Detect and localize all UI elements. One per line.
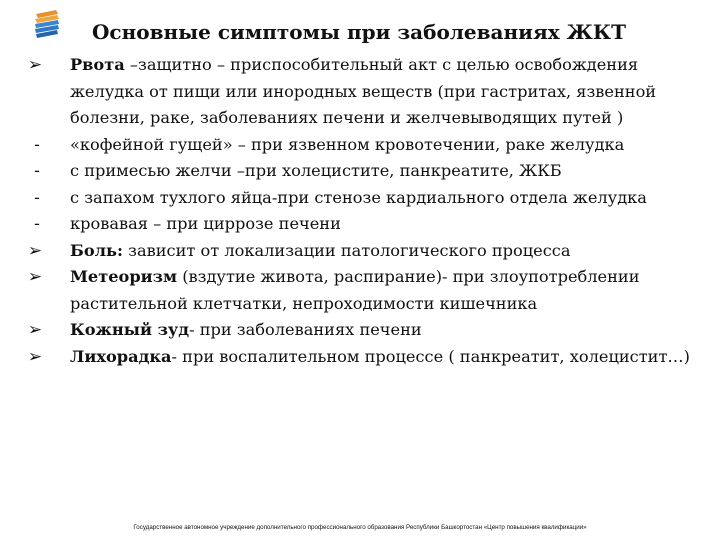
item-term: Рвота: [70, 55, 125, 74]
arrow-bullet-icon: ➢: [27, 320, 43, 340]
dash-bullet-icon: -: [34, 134, 40, 154]
item-text: «кофейной гущей» – при язвенном кровотечении, раке желудка: [70, 134, 625, 154]
item-text: –защитно – приспособительный акт с целью освобождения желудка от пищи или инородных веществ (при гастритах, язвенной болезни, раке, заболеваниях печени и желчевыводящих путей ): [70, 55, 657, 127]
arrow-bullet-icon: ➢: [27, 267, 43, 287]
list-item: [20, 132, 710, 159]
page-title: Основные симптомы при заболеваниях ЖКТ: [92, 20, 626, 44]
dash-bullet-icon: -: [34, 187, 40, 207]
list-item: [20, 158, 710, 185]
footer-text: Государственное автономное учреждение дополнительного профессионального образования Республики Башкортостан «Центр повышения квалификации»: [133, 524, 587, 531]
arrow-bullet-icon: ➢: [27, 240, 43, 261]
list-item: [20, 185, 710, 212]
list-item: [20, 344, 710, 371]
logo-icon: [32, 8, 62, 40]
item-term: Лихорадка: [70, 346, 172, 366]
list-item: [20, 52, 710, 132]
arrow-bullet-icon: ➢: [27, 55, 43, 75]
list-item: [20, 317, 710, 344]
dash-bullet-icon: -: [34, 161, 40, 180]
arrow-bullet-icon: ➢: [27, 346, 43, 367]
item-term: Метеоризм: [70, 267, 178, 286]
list-item: [20, 238, 710, 265]
item-text: с запахом тухлого яйца-при стенозе кардиального отдела желудка: [70, 187, 647, 207]
symptom-list: [20, 52, 710, 370]
item-text: зависит от локализации патологического процесса: [123, 240, 571, 260]
item-text: с примесью желчи –при холецистите, панкреатите, ЖКБ: [70, 161, 562, 180]
item-text: (вздутие живота, распирание)- при злоупотреблении растительной клетчатки, непроходимости кишечника: [70, 267, 640, 313]
item-text: - при заболеваниях печени: [189, 320, 422, 339]
item-term: Боль:: [70, 240, 124, 260]
list-item: [20, 264, 710, 317]
item-text: кровавая – при циррозе печени: [70, 214, 341, 233]
dash-bullet-icon: -: [34, 214, 40, 233]
list-item: [20, 211, 710, 238]
item-text: - при воспалительном процессе ( панкреатит, холецистит…): [171, 346, 690, 366]
item-term: Кожный зуд: [70, 320, 190, 339]
